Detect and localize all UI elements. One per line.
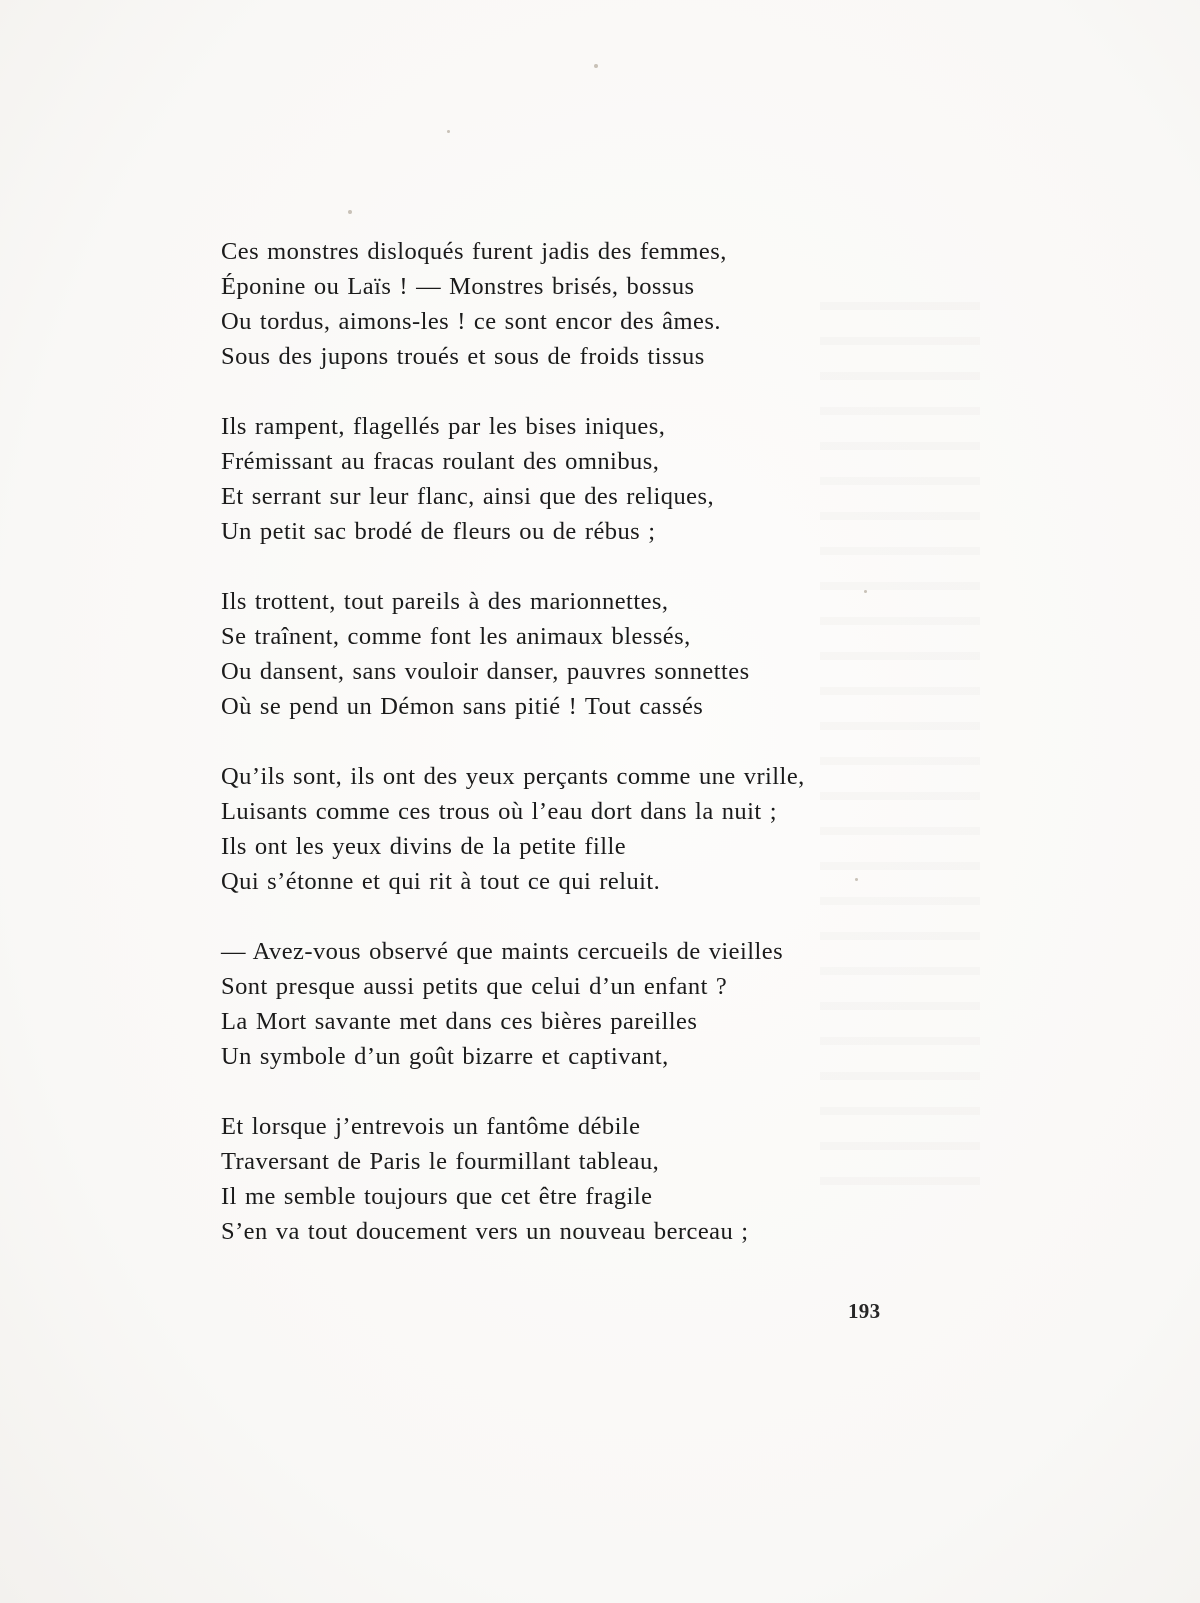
stanza	[221, 584, 921, 724]
poem-text	[221, 234, 921, 1284]
stanza	[221, 759, 921, 899]
stanza	[221, 1109, 921, 1249]
poem-line: Frémissant au fracas roulant des omnibus,	[221, 448, 660, 475]
paper-speck	[447, 130, 450, 133]
poem-line: Qui s’étonne et qui rit à tout ce qui reluit.	[221, 868, 661, 895]
poem-line: Sont presque aussi petits que celui d’un enfant ?	[221, 973, 728, 1000]
poem-line: Ou tordus, aimons-les ! ce sont encor des âmes.	[221, 308, 721, 335]
poem-line: Ils ont les yeux divins de la petite fille	[221, 833, 627, 860]
poem-line: Où se pend un Démon sans pitié ! Tout cassés	[221, 693, 704, 720]
paper-speck	[594, 64, 598, 68]
poem-line: Qu’ils sont, ils ont des yeux perçants comme une vrille,	[221, 763, 805, 790]
poem-line: La Mort savante met dans ces bières pareilles	[221, 1008, 698, 1035]
poem-line: Un petit sac brodé de fleurs ou de rébus ;	[221, 518, 656, 545]
poem-line: Ces monstres disloqués furent jadis des femmes,	[221, 238, 727, 265]
stanza	[221, 934, 921, 1074]
poem-line: Sous des jupons troués et sous de froids tissus	[221, 343, 705, 370]
poem-line: — Avez-vous observé que maints cercueils de vieilles	[221, 938, 784, 965]
poem-line: Il me semble toujours que cet être fragile	[221, 1183, 653, 1210]
poem-line: Et lorsque j’entrevois un fantôme débile	[221, 1113, 641, 1140]
stanza	[221, 409, 921, 549]
poem-line: Et serrant sur leur flanc, ainsi que des reliques,	[221, 483, 715, 510]
poem-line: Un symbole d’un goût bizarre et captivant,	[221, 1043, 669, 1070]
paper-speck	[348, 210, 352, 214]
poem-line: S’en va tout doucement vers un nouveau berceau ;	[221, 1218, 749, 1245]
page-number: 193	[848, 1299, 881, 1323]
poem-line: Se traînent, comme font les animaux blessés,	[221, 623, 691, 650]
poem-line: Éponine ou Laïs ! — Monstres brisés, bossus	[221, 273, 695, 300]
poem-line: Traversant de Paris le fourmillant tableau,	[221, 1148, 660, 1175]
poem-line: Ils rampent, flagellés par les bises iniques,	[221, 413, 666, 440]
poem-line: Ou dansent, sans vouloir danser, pauvres sonnettes	[221, 658, 750, 685]
stanza	[221, 234, 921, 374]
poem-line: Luisants comme ces trous où l’eau dort dans la nuit ;	[221, 798, 777, 825]
poem-line: Ils trottent, tout pareils à des marionnettes,	[221, 588, 669, 615]
